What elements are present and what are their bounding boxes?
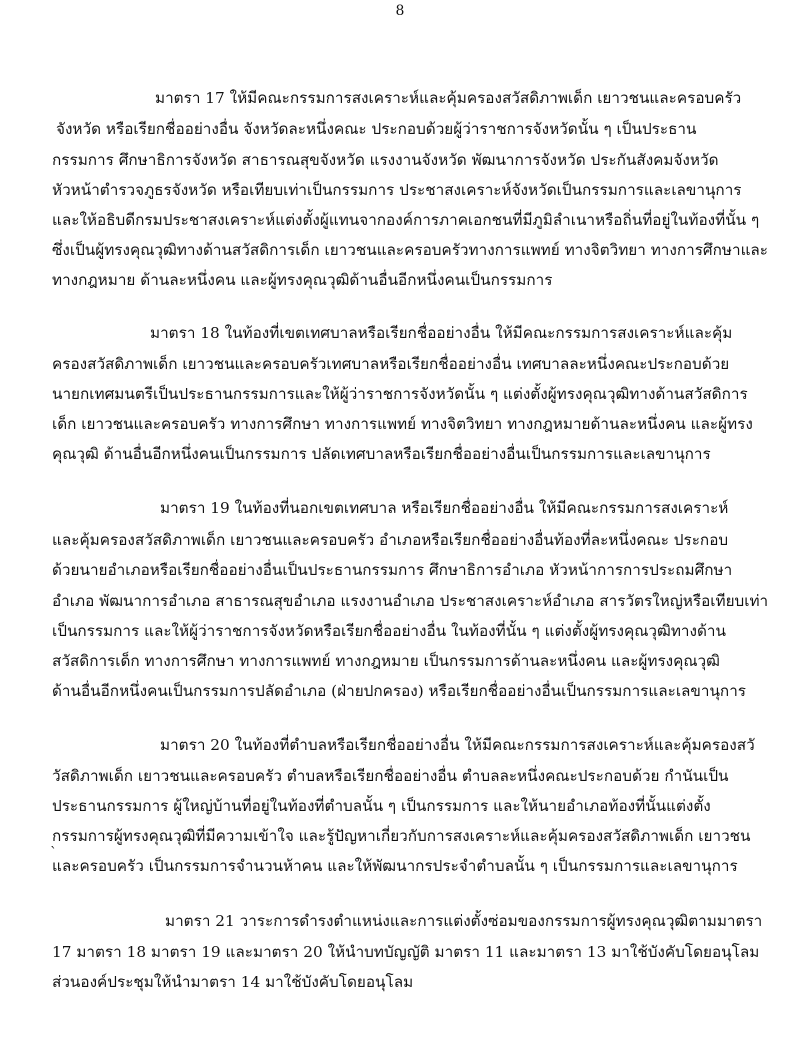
section-17-line-1: มาตรา 17 ให้มีคณะกรรมการสงเคราะห์และคุ้มครองสวัสดิภาพเด็ก เยาวชนและครอบครัว	[155, 89, 742, 107]
section-17-line-7: ทางกฎหมาย ด้านละหนึ่งคน และผู้ทรงคุณวุฒิด้านอื่นอีกหนึ่งคนเป็นกรรมการ	[52, 271, 553, 289]
page-number: 8	[395, 3, 405, 19]
section-20-line-5: และครอบครัว เป็นกรรมการจำนวนห้าคน และให้พัฒนากรประจำตำบลนั้น ๆ เป็นกรรมการและเลขานุการ	[52, 857, 738, 875]
section-19-line-2: และคุ้มครองสวัสดิภาพเด็ก เยาวชนและครอบครัว อำเภอหรือเรียกชื่ออย่างอื่นท้องที่ละหนึ่งคณะ ประกอบ	[52, 531, 729, 549]
section-18-line-3: นายกเทศมนตรีเป็นประธานกรรมการและให้ผู้ว่าราชการจังหวัดนั้น ๆ แต่งตั้งผู้ทรงคุณวุฒิทางด้านสวัสดิการ	[52, 385, 748, 403]
section-21-line-3: ส่วนองค์ประชุมให้นำมาตรา 14 มาใช้บังคับโดยอนุโลม	[52, 973, 414, 991]
section-19-line-6: สวัสดิการเด็ก ทางการศึกษา ทางการแพทย์ ทางกฎหมาย เป็นกรรมการด้านละหนึ่งคน และผู้ทรงคุณวุฒิ	[52, 652, 720, 670]
section-20-line-1: มาตรา 20 ในท้องที่ตำบลหรือเรียกชื่ออย่างอื่น ให้มีคณะกรรมการสงเคราะห์และคุ้มครองสวั	[160, 736, 755, 754]
section-21-line-1: มาตรา 21 วาระการดำรงตำแหน่งและการแต่งตั้งซ่อมของกรรมการผู้ทรงคุณวุฒิตามมาตรา	[165, 912, 763, 930]
section-18-line-2: ครองสวัสดิภาพเด็ก เยาวชนและครอบครัวเทศบาลหรือเรียกชื่ออย่างอื่น เทศบาลละหนึ่งคณะประกอบด้วย	[52, 355, 730, 373]
section-20-line-3: ประธานกรรมการ ผู้ใหญ่บ้านที่อยู่ในท้องที่ตำบลนั้น ๆ เป็นกรรมการ และให้นายอำเภอท้องที่นั้นแต่งตั้ง	[52, 797, 711, 815]
section-20-line-2: วัสดิภาพเด็ก เยาวชนและครอบครัว ตำบลหรือเรียกชื่ออย่างอื่น ตำบลละหนึ่งคณะประกอบด้วย กำนันเป็น	[52, 767, 729, 785]
section-19-line-1: มาตรา 19 ในท้องที่นอกเขตเทศบาล หรือเรียกชื่ออย่างอื่น ให้มีคณะกรรมการสงเคราะห์	[160, 499, 729, 517]
section-18-line-4: เด็ก เยาวชนและครอบครัว ทางการศึกษา ทางการแพทย์ ทางจิตวิทยา ทางกฎหมายด้านละหนึ่งคน และผู้ทรง	[52, 415, 753, 433]
section-17-line-2: จังหวัด หรือเรียกชื่ออย่างอื่น จังหวัดละหนึ่งคณะ ประกอบด้วยผู้ว่าราชการจังหวัดนั้น ๆ เป็นประธาน	[56, 120, 697, 138]
section-17-line-6: ซึ่งเป็นผู้ทรงคุณวุฒิทางด้านสวัสดิการเด็ก เยาวชนและครอบครัวทางการแพทย์ ทางจิตวิทยา ทางการศึกษาและ	[52, 241, 769, 259]
section-18-line-5: คุณวุฒิ ด้านอื่นอีกหนึ่งคนเป็นกรรมการ ปลัดเทศบาลหรือเรียกชื่ออย่างอื่นเป็นกรรมการและเลขานุการ	[52, 445, 711, 463]
section-18-line-1: มาตรา 18 ในท้องที่เขตเทศบาลหรือเรียกชื่ออย่างอื่น ให้มีคณะกรรมการสงเคราะห์และคุ้ม	[150, 324, 733, 342]
section-21-line-2: 17 มาตรา 18 มาตรา 19 และมาตรา 20 ให้นำบทบัญญัติ มาตรา 11 และมาตรา 13 มาใช้บังคับโดยอนุโลม	[52, 943, 760, 961]
section-19-line-5: เป็นกรรมการ และให้ผู้ว่าราชการจังหวัดหรือเรียกชื่ออย่างอื่น ในท้องที่นั้น ๆ แต่งตั้งผู้ทรงคุณวุฒิทางด้าน	[52, 622, 726, 640]
section-17-line-5: และให้อธิบดีกรมประชาสงเคราะห์แต่งตั้งผู้แทนจากองค์การภาคเอกชนที่มีภูมิลำเนาหรือถิ่นที่อยู่ในท้องที่นั้น ๆ	[52, 211, 760, 229]
section-17-line-3: กรรมการ ศึกษาธิการจังหวัด สาธารณสุขจังหวัด แรงงานจังหวัด พัฒนาการจังหวัด ประกันสังคมจังหวัด	[52, 151, 719, 169]
stray-mark: `	[50, 845, 57, 861]
section-19-line-7: ด้านอื่นอีกหนึ่งคนเป็นกรรมการปลัดอำเภอ (ฝ่ายปกครอง) หรือเรียกชื่ออย่างอื่นเป็นกรรมการและเลขานุการ	[52, 682, 746, 700]
section-19-line-4: อำเภอ พัฒนาการอำเภอ สาธารณสุขอำเภอ แรงงานอำเภอ ประชาสงเคราะห์อำเภอ สารวัตรใหญ่หรือเทียบเท่า	[52, 592, 769, 610]
section-17-line-4: หัวหน้าตำรวจภูธรจังหวัด หรือเทียบเท่าเป็นกรรมการ ประชาสงเคราะห์จังหวัดเป็นกรรมการและเลขานุการ	[52, 181, 742, 199]
section-20-line-4: กรรมการผู้ทรงคุณวุฒิที่มีความเข้าใจ และรู้ปัญหาเกี่ยวกับการสงเคราะห์และคุ้มครองสวัสดิภาพเด็ก เยาวชน	[52, 827, 751, 845]
section-19-line-3: ด้วยนายอำเภอหรือเรียกชื่ออย่างอื่นเป็นประธานกรรมการ ศึกษาธิการอำเภอ หัวหน้าการการประถมศึกษา	[52, 561, 733, 579]
